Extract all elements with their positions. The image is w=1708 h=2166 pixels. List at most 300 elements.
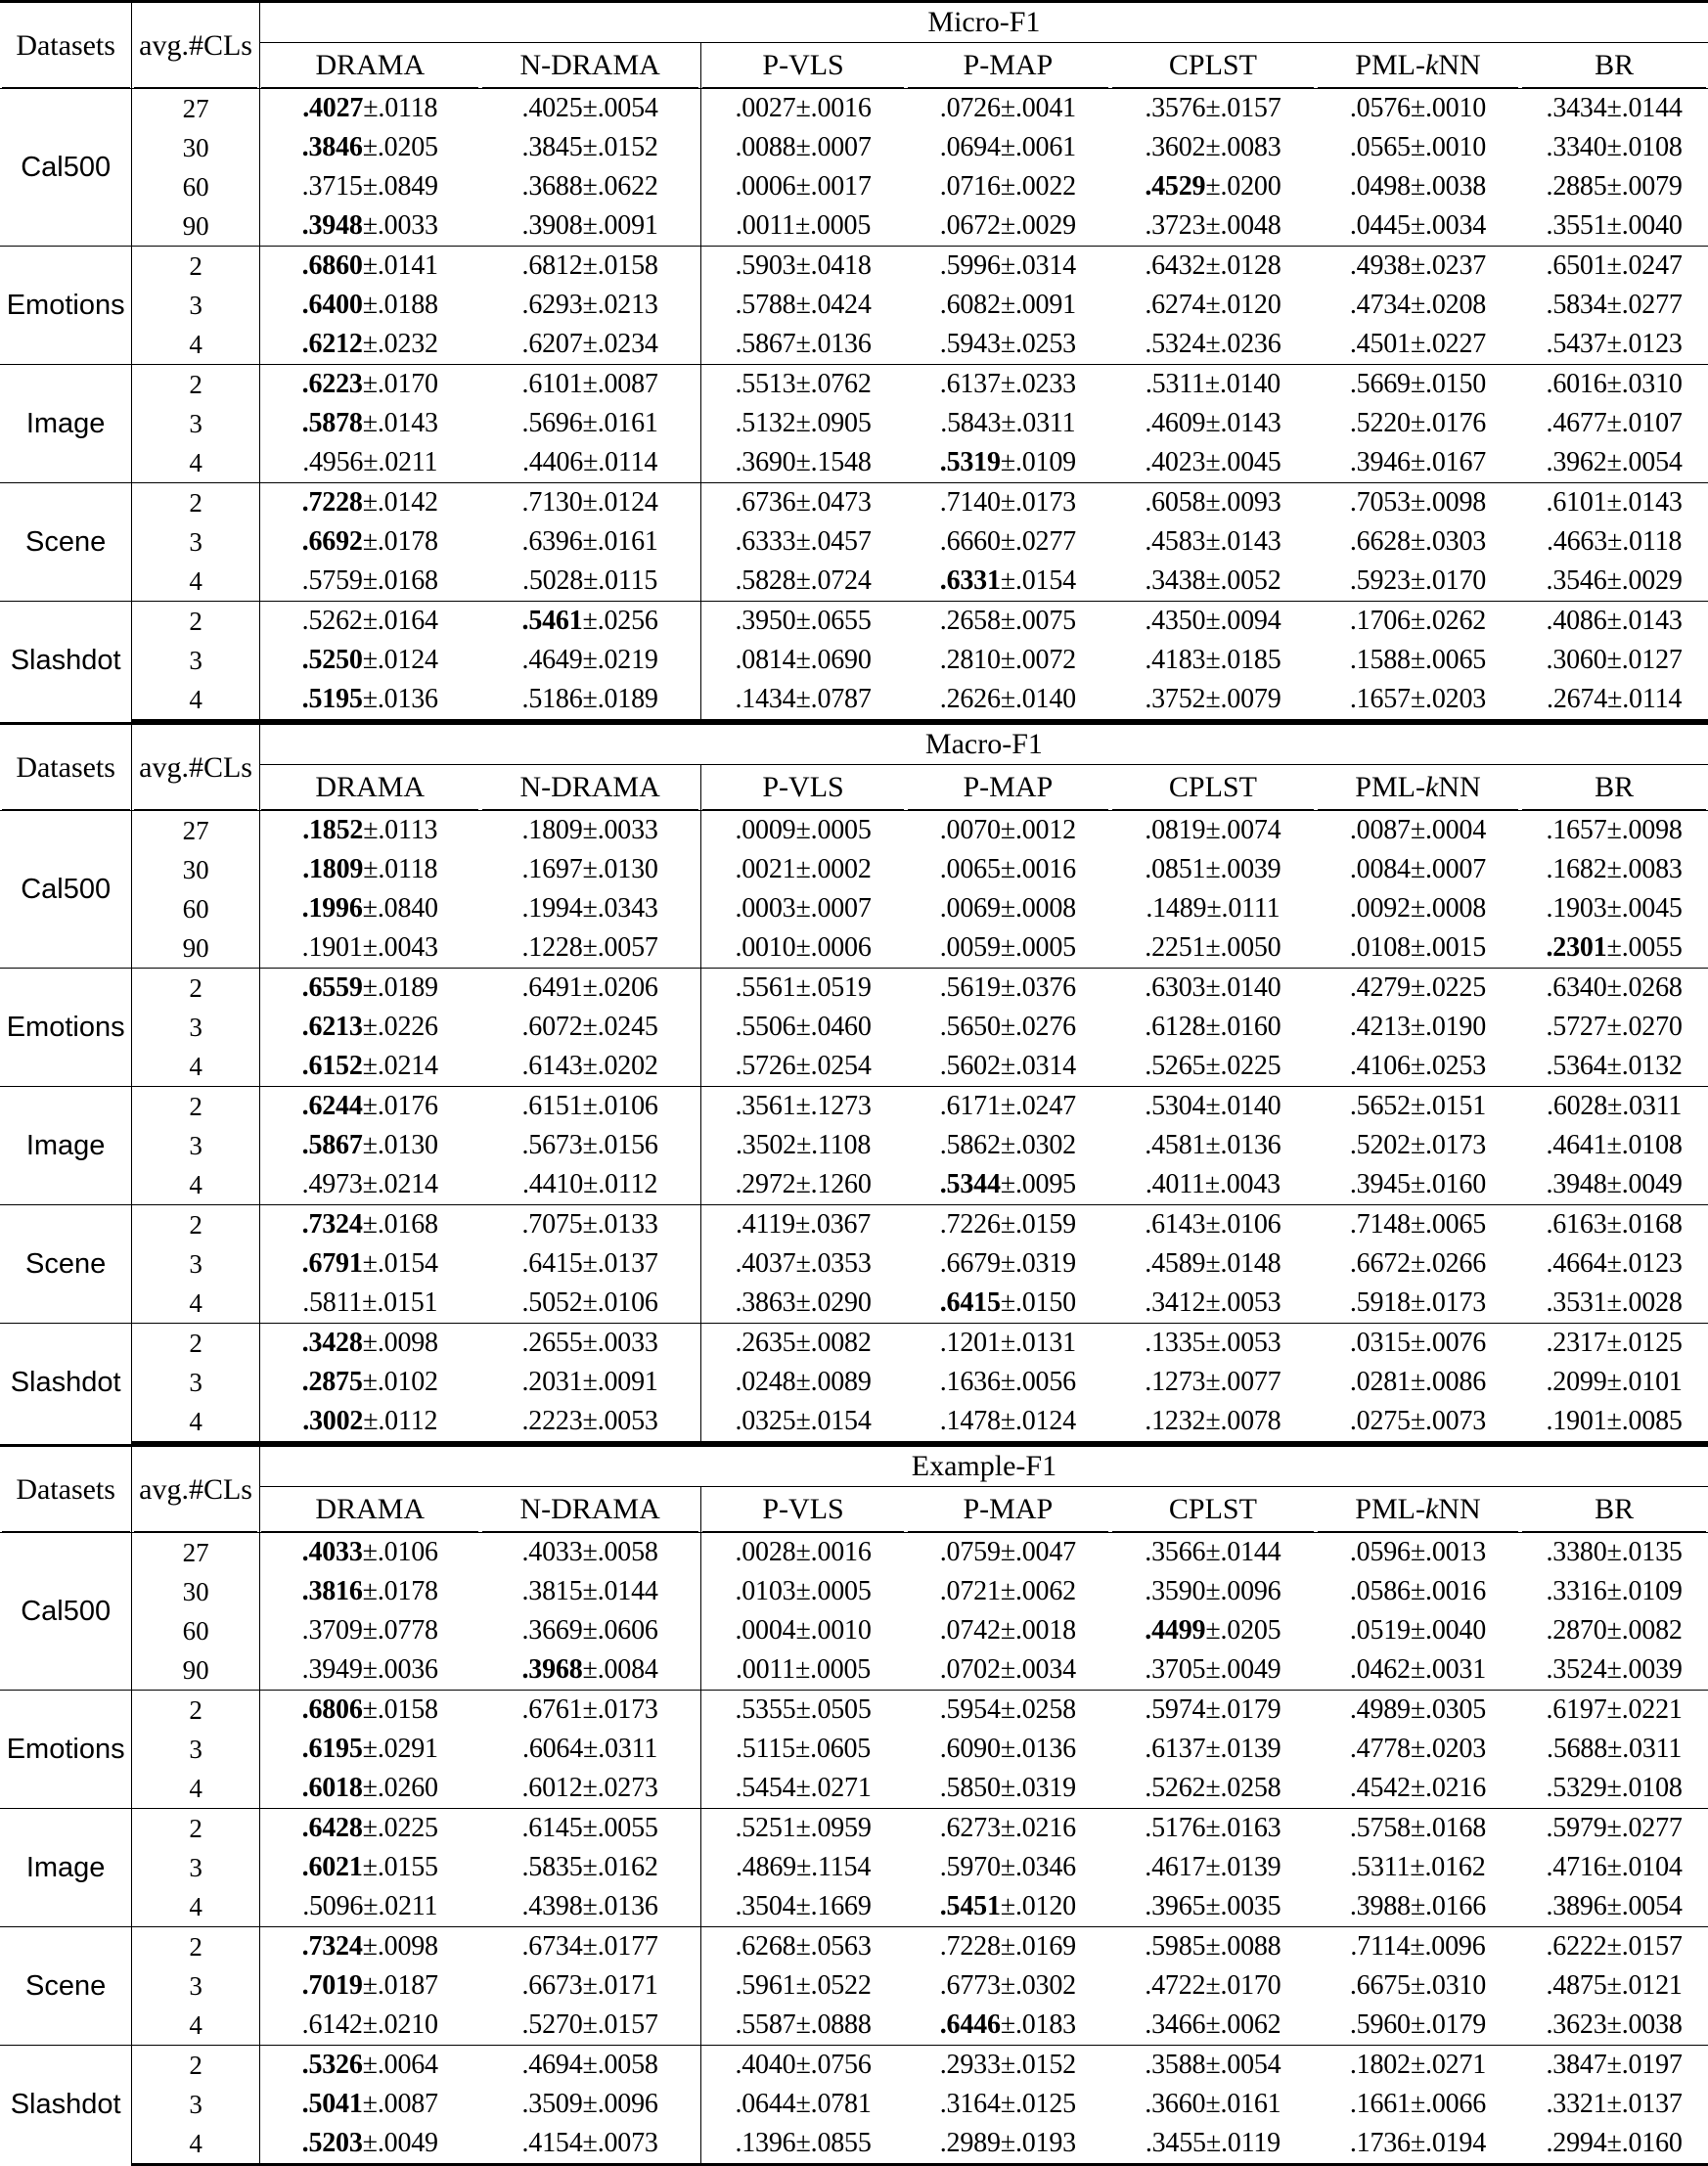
result-cell: .4501±.0227 — [1349, 329, 1487, 359]
result-cell: .3690±.1548 — [735, 447, 872, 477]
table-row — [0, 89, 1708, 129]
result-cell: .3060±.0127 — [1546, 645, 1683, 675]
result-cell: .0087±.0004 — [1316, 811, 1521, 851]
header-row-metric — [0, 2, 1708, 43]
result-cell: .3660±.0161 — [1145, 2089, 1281, 2119]
row-avg-cls: 90 — [132, 928, 260, 969]
row-avg-cls: 2 — [132, 365, 260, 405]
result-cell: .0819±.0074 — [1110, 811, 1316, 851]
table-row — [0, 1205, 1708, 1245]
result-cell: .6101±.0143 — [1520, 483, 1708, 523]
result-cell: .3709±.0778 — [301, 1615, 438, 1646]
table-row — [0, 562, 1708, 602]
result-cell: .4025±.0054 — [480, 89, 700, 129]
table-row — [0, 641, 1708, 680]
row-avg-cls: 2 — [132, 483, 260, 523]
table-row — [0, 889, 1708, 928]
result-cell: .0586±.0016 — [1349, 1576, 1487, 1606]
result-cell: .6142±.0210 — [301, 2009, 438, 2040]
result-cell: .5867±.0130 — [301, 1130, 438, 1160]
result-cell: .3502±.1108 — [735, 1130, 872, 1160]
table-row — [0, 522, 1708, 562]
result-cell: .3688±.0622 — [480, 167, 700, 206]
result-cell: .2972±.1260 — [735, 1169, 872, 1199]
result-cell: .5203±.0049 — [259, 2124, 479, 2165]
header-alg-n-drama: N-DRAMA — [480, 765, 700, 811]
result-cell: .1396±.0855 — [700, 2124, 906, 2165]
result-cell: .0006±.0017 — [735, 171, 872, 202]
result-cell: .3845±.0152 — [480, 128, 700, 167]
result-cell: .0694±.0061 — [939, 132, 1076, 162]
header-alg-cplst: CPLST — [1168, 49, 1257, 81]
result-cell: .6274±.0120 — [1145, 290, 1281, 320]
result-cell: .0108±.0015 — [1349, 932, 1487, 963]
result-cell: .5850±.0319 — [939, 1773, 1076, 1803]
result-cell: .0009±.0005 — [700, 811, 906, 851]
result-cell: .3950±.0655 — [700, 602, 906, 642]
result-cell: .0275±.0073 — [1316, 1402, 1521, 1443]
row-avg-cls: 4 — [132, 1887, 260, 1927]
result-cell: .4973±.0214 — [301, 1169, 438, 1199]
result-cell: .6143±.0202 — [480, 1047, 700, 1087]
result-cell: .2875±.0102 — [301, 1367, 438, 1397]
result-cell: .1661±.0066 — [1349, 2089, 1487, 2119]
result-cell: .3908±.0091 — [480, 206, 700, 247]
result-cell: .5619±.0376 — [906, 969, 1111, 1009]
result-cell: .3504±.1669 — [735, 1891, 872, 1921]
result-cell: .6736±.0473 — [700, 483, 906, 523]
header-metric-title: Micro-F1 — [259, 2, 1708, 43]
result-cell: .7228±.0142 — [259, 483, 479, 523]
row-avg-cls: 3 — [132, 1126, 260, 1165]
result-cell: .6244±.0176 — [259, 1087, 479, 1127]
table-row — [0, 969, 1708, 1009]
result-cell: .1809±.0118 — [302, 854, 438, 884]
result-cell: .6151±.0106 — [480, 1087, 700, 1127]
result-cell: .6223±.0170 — [259, 365, 479, 405]
result-cell: .4641±.0108 — [1546, 1130, 1683, 1160]
result-cell: .5960±.0179 — [1349, 2009, 1487, 2040]
result-cell: .0445±.0034 — [1349, 210, 1487, 241]
result-cell: .3723±.0048 — [1145, 210, 1281, 241]
table-row — [0, 1284, 1708, 1324]
result-cell: .1434±.0787 — [700, 680, 906, 721]
result-cell: .3164±.0125 — [939, 2089, 1076, 2119]
row-avg-cls: 4 — [132, 680, 260, 721]
result-cell: .4183±.0185 — [1145, 645, 1281, 675]
result-cell: .3669±.0606 — [480, 1611, 700, 1650]
result-cell: .6171±.0247 — [906, 1087, 1111, 1127]
result-cell: .0011±.0005 — [735, 210, 872, 241]
result-cell: .6432±.0128 — [1110, 247, 1316, 287]
table-row — [0, 928, 1708, 969]
result-cell: .5961±.0522 — [735, 1970, 872, 2001]
result-cell: .0059±.0005 — [939, 932, 1076, 963]
result-cell: .4589±.0148 — [1145, 1248, 1281, 1279]
row-avg-cls: 2 — [132, 1809, 260, 1849]
result-cell: .4213±.0190 — [1349, 1012, 1487, 1042]
row-dataset-label: Scene — [0, 1927, 132, 2046]
table-row — [0, 167, 1708, 206]
result-cell: .5974±.0179 — [1110, 1691, 1316, 1731]
result-cell: .2810±.0072 — [939, 645, 1076, 675]
result-cell: .5587±.0888 — [735, 2009, 872, 2040]
result-cell: .3380±.0135 — [1520, 1533, 1708, 1573]
row-avg-cls: 90 — [132, 206, 260, 247]
table-row — [0, 1008, 1708, 1047]
result-cell: .5923±.0170 — [1349, 565, 1487, 596]
header-alg-pml-knn: PML-kNN — [1355, 771, 1481, 803]
result-cell: .5096±.0211 — [302, 1891, 438, 1921]
result-cell: .5758±.0168 — [1316, 1809, 1521, 1849]
result-cell: .6213±.0226 — [301, 1012, 438, 1042]
result-cell: .1201±.0131 — [906, 1324, 1111, 1364]
result-cell: .6018±.0260 — [301, 1773, 438, 1803]
result-cell: .3546±.0029 — [1546, 565, 1683, 596]
result-cell: .3316±.0109 — [1546, 1576, 1683, 1606]
result-cell: .6791±.0154 — [301, 1248, 438, 1279]
row-dataset-label: Emotions — [0, 247, 132, 365]
result-cell: .7130±.0124 — [480, 483, 700, 523]
row-avg-cls: 2 — [132, 969, 260, 1009]
result-cell: .3815±.0144 — [480, 1572, 700, 1611]
table-row — [0, 286, 1708, 325]
result-cell: .0814±.0690 — [735, 645, 872, 675]
result-cell: .4875±.0121 — [1546, 1970, 1683, 2001]
result-cell: .3863±.0290 — [735, 1287, 872, 1318]
header-avg-cls: avg.#CLs — [132, 1446, 260, 1533]
header-alg-drama: DRAMA — [315, 1493, 426, 1525]
result-cell: .3561±.1273 — [700, 1087, 906, 1127]
row-avg-cls: 30 — [132, 850, 260, 889]
result-cell: .4694±.0058 — [480, 2046, 700, 2086]
result-cell: .4398±.0136 — [480, 1887, 700, 1927]
result-cell: .0088±.0007 — [735, 132, 872, 162]
table-row — [0, 1087, 1708, 1127]
header-row-metric — [0, 724, 1708, 765]
result-cell: .1994±.0343 — [480, 889, 700, 928]
table-row — [0, 325, 1708, 365]
row-dataset-label: Scene — [0, 1205, 132, 1324]
result-cell: .5202±.0173 — [1349, 1130, 1487, 1160]
table-row — [0, 128, 1708, 167]
result-cell: .4033±.0058 — [480, 1533, 700, 1573]
result-cell: .5652±.0151 — [1316, 1087, 1521, 1127]
result-cell: .7114±.0096 — [1316, 1927, 1521, 1967]
result-cell: .6163±.0168 — [1520, 1205, 1708, 1245]
row-avg-cls: 27 — [132, 811, 260, 851]
result-cell: .1901±.0085 — [1520, 1402, 1708, 1443]
row-avg-cls: 90 — [132, 1650, 260, 1691]
result-cell: .4086±.0143 — [1520, 602, 1708, 642]
table-row — [0, 1165, 1708, 1205]
result-cell: .4023±.0045 — [1145, 447, 1281, 477]
result-cell: .5673±.0156 — [480, 1126, 700, 1165]
result-cell: .0248±.0089 — [735, 1367, 872, 1397]
result-cell: .2994±.0160 — [1520, 2124, 1708, 2165]
result-cell: .6273±.0216 — [906, 1809, 1111, 1849]
result-cell: .6101±.0087 — [480, 365, 700, 405]
result-cell: .6137±.0233 — [906, 365, 1111, 405]
result-cell: .6021±.0155 — [301, 1852, 438, 1882]
result-cell: .5835±.0162 — [480, 1848, 700, 1887]
result-cell: .5270±.0157 — [480, 2006, 700, 2046]
result-cell: .3988±.0166 — [1349, 1891, 1487, 1921]
row-avg-cls: 3 — [132, 1966, 260, 2006]
result-cell: .6028±.0311 — [1520, 1087, 1708, 1127]
result-cell: .2626±.0140 — [906, 680, 1111, 721]
result-cell: .0027±.0016 — [700, 89, 906, 129]
result-cell: .5650±.0276 — [939, 1012, 1076, 1042]
header-metric-title: Example-F1 — [259, 1446, 1708, 1487]
result-cell: .5437±.0123 — [1546, 329, 1683, 359]
result-cell: .5262±.0164 — [259, 602, 479, 642]
result-cell: .6806±.0158 — [259, 1691, 479, 1731]
result-cell: .5195±.0136 — [259, 680, 479, 721]
table-row — [0, 811, 1708, 851]
row-avg-cls: 3 — [132, 1008, 260, 1047]
result-cell: .4350±.0094 — [1110, 602, 1316, 642]
result-cell: .3715±.0849 — [301, 171, 438, 202]
header-datasets: Datasets — [0, 1446, 132, 1533]
row-avg-cls: 4 — [132, 1402, 260, 1443]
result-cell: .5954±.0258 — [906, 1691, 1111, 1731]
result-cell: .7140±.0173 — [906, 483, 1111, 523]
row-avg-cls: 3 — [132, 1848, 260, 1887]
result-cell: .6628±.0303 — [1349, 526, 1487, 557]
result-cell: .6428±.0225 — [259, 1809, 479, 1849]
result-cell: .3466±.0062 — [1145, 2009, 1281, 2040]
row-dataset-label: Scene — [0, 483, 132, 602]
result-cell: .6016±.0310 — [1520, 365, 1708, 405]
metric-table — [0, 0, 1708, 722]
result-cell: .6197±.0221 — [1520, 1691, 1708, 1731]
result-cell: .5867±.0136 — [735, 329, 872, 359]
result-cell: .1809±.0033 — [480, 811, 700, 851]
row-dataset-label: Cal500 — [0, 811, 132, 969]
header-alg-pml-knn: PML-kNN — [1355, 49, 1481, 81]
row-avg-cls: 60 — [132, 889, 260, 928]
header-alg-pml-knn: PML-kNN — [1355, 1493, 1481, 1525]
row-dataset-label: Slashdot — [0, 2046, 132, 2165]
result-cell: .3524±.0039 — [1546, 1654, 1683, 1685]
table-row — [0, 1047, 1708, 1087]
result-cell: .1335±.0053 — [1110, 1324, 1316, 1364]
result-cell: .6692±.0178 — [301, 526, 438, 557]
header-alg-n-drama: N-DRAMA — [480, 1487, 700, 1533]
row-avg-cls: 60 — [132, 167, 260, 206]
result-cell: .1996±.0840 — [301, 893, 438, 924]
metric-table — [0, 1444, 1708, 2166]
result-cell: .3455±.0119 — [1110, 2124, 1316, 2165]
result-cell: .4037±.0353 — [735, 1248, 872, 1279]
row-avg-cls: 4 — [132, 2124, 260, 2165]
row-avg-cls: 3 — [132, 286, 260, 325]
result-cell: .5602±.0314 — [939, 1051, 1076, 1081]
result-cell: .5878±.0143 — [301, 408, 438, 438]
result-cell: .5355±.0505 — [700, 1691, 906, 1731]
table-row — [0, 404, 1708, 443]
result-cell: .3962±.0054 — [1546, 447, 1683, 477]
result-cell: .5943±.0253 — [939, 329, 1076, 359]
row-avg-cls: 2 — [132, 1087, 260, 1127]
result-cell: .5696±.0161 — [480, 404, 700, 443]
result-cell: .4529±.0200 — [1145, 171, 1281, 202]
header-alg-p-map: P-MAP — [963, 49, 1054, 81]
result-cell: .5979±.0277 — [1520, 1809, 1708, 1849]
header-alg-p-map: P-MAP — [963, 1493, 1054, 1525]
result-cell: .1802±.0271 — [1316, 2046, 1521, 2086]
result-cell: .2989±.0193 — [906, 2124, 1111, 2165]
table-row — [0, 1809, 1708, 1849]
result-cell: .4649±.0219 — [480, 641, 700, 680]
result-cell: .0519±.0040 — [1349, 1615, 1487, 1646]
result-cell: .6761±.0173 — [480, 1691, 700, 1731]
result-cell: .0596±.0013 — [1316, 1533, 1521, 1573]
result-cell: .3949±.0036 — [301, 1654, 438, 1685]
row-avg-cls: 2 — [132, 1205, 260, 1245]
result-cell: .4027±.0118 — [259, 89, 479, 129]
result-cell: .0003±.0007 — [735, 893, 872, 924]
result-cell: .4279±.0225 — [1316, 969, 1521, 1009]
table-row — [0, 247, 1708, 287]
row-avg-cls: 2 — [132, 602, 260, 642]
result-cell: .6222±.0157 — [1520, 1927, 1708, 1967]
table-row — [0, 1244, 1708, 1284]
table-row — [0, 2006, 1708, 2046]
result-cell: .6734±.0177 — [480, 1927, 700, 1967]
result-cell: .3948±.0049 — [1546, 1169, 1683, 1199]
result-cell: .5052±.0106 — [480, 1284, 700, 1324]
result-cell: .6152±.0214 — [301, 1051, 438, 1081]
table-row — [0, 1650, 1708, 1691]
result-cell: .4119±.0367 — [700, 1205, 906, 1245]
result-cell: .0315±.0076 — [1316, 1324, 1521, 1364]
result-cell: .6660±.0277 — [939, 526, 1076, 557]
result-cell: .6501±.0247 — [1520, 247, 1708, 287]
row-avg-cls: 4 — [132, 562, 260, 602]
result-cell: .0851±.0039 — [1145, 854, 1281, 884]
result-cell: .1697±.0130 — [480, 850, 700, 889]
result-cell: .5132±.0905 — [735, 408, 872, 438]
result-cell: .3705±.0049 — [1145, 1654, 1281, 1685]
result-cell: .4734±.0208 — [1349, 290, 1487, 320]
result-cell: .1657±.0098 — [1520, 811, 1708, 851]
result-cell: .2099±.0101 — [1546, 1367, 1683, 1397]
result-cell: .3434±.0144 — [1520, 89, 1708, 129]
table-row — [0, 1887, 1708, 1927]
result-cell: .3002±.0112 — [259, 1402, 479, 1443]
table-row — [0, 1572, 1708, 1611]
result-cell: .3623±.0038 — [1546, 2009, 1683, 2040]
result-cell: .6128±.0160 — [1145, 1012, 1281, 1042]
row-avg-cls: 27 — [132, 89, 260, 129]
result-cell: .5828±.0724 — [735, 565, 872, 596]
result-cell: .0644±.0781 — [735, 2089, 872, 2119]
result-cell: .4664±.0123 — [1546, 1248, 1683, 1279]
result-cell: .0004±.0010 — [735, 1615, 872, 1646]
row-dataset-label: Slashdot — [0, 1324, 132, 1443]
result-cell: .4722±.0170 — [1145, 1970, 1281, 2001]
row-avg-cls: 4 — [132, 325, 260, 365]
result-cell: .0069±.0008 — [939, 893, 1076, 924]
result-cell: .4581±.0136 — [1145, 1130, 1281, 1160]
header-datasets: Datasets — [0, 724, 132, 811]
row-avg-cls: 2 — [132, 247, 260, 287]
result-cell: .5262±.0258 — [1145, 1773, 1281, 1803]
result-cell: .0462±.0031 — [1349, 1654, 1487, 1685]
result-cell: .5727±.0270 — [1546, 1012, 1683, 1042]
header-row-metric — [0, 1446, 1708, 1487]
result-cell: .6137±.0139 — [1145, 1734, 1281, 1764]
result-cell: .1273±.0077 — [1145, 1367, 1281, 1397]
result-cell: .0103±.0005 — [735, 1576, 872, 1606]
result-cell: .3321±.0137 — [1546, 2089, 1683, 2119]
result-cell: .6064±.0311 — [480, 1730, 700, 1769]
table-row — [0, 206, 1708, 247]
result-cell: .5862±.0302 — [939, 1130, 1076, 1160]
row-dataset-label: Image — [0, 365, 132, 483]
header-alg-cplst: CPLST — [1168, 1493, 1257, 1525]
result-cell: .6090±.0136 — [939, 1734, 1076, 1764]
result-cell: .0028±.0016 — [700, 1533, 906, 1573]
result-cell: .5834±.0277 — [1546, 290, 1683, 320]
row-avg-cls: 30 — [132, 1572, 260, 1611]
header-alg-drama: DRAMA — [315, 49, 426, 81]
result-cell: .5688±.0311 — [1547, 1734, 1683, 1764]
result-cell: .2301±.0055 — [1546, 932, 1683, 963]
result-cell: .1228±.0057 — [480, 928, 700, 969]
table-row — [0, 1533, 1708, 1573]
result-cell: .4033±.0106 — [259, 1533, 479, 1573]
result-cell: .3896±.0054 — [1546, 1891, 1683, 1921]
result-cell: .3847±.0197 — [1520, 2046, 1708, 2086]
result-cell: .3816±.0178 — [301, 1576, 438, 1606]
table-row — [0, 680, 1708, 721]
result-cell: .5326±.0064 — [259, 2046, 479, 2086]
table-row — [0, 1769, 1708, 1809]
result-cell: .0011±.0005 — [735, 1654, 872, 1685]
result-cell: .2031±.0091 — [480, 1363, 700, 1402]
result-cell: .6072±.0245 — [480, 1008, 700, 1047]
row-avg-cls: 3 — [132, 641, 260, 680]
result-cell: .6145±.0055 — [480, 1809, 700, 1849]
result-cell: .6812±.0158 — [480, 247, 700, 287]
result-cell: .5726±.0254 — [735, 1051, 872, 1081]
result-cell: .3588±.0054 — [1110, 2046, 1316, 2086]
row-avg-cls: 4 — [132, 1047, 260, 1087]
row-avg-cls: 2 — [132, 1324, 260, 1364]
row-avg-cls: 3 — [132, 1730, 260, 1769]
result-cell: .0070±.0012 — [906, 811, 1111, 851]
result-cell: .4011±.0043 — [1145, 1169, 1281, 1199]
result-cell: .5344±.0095 — [939, 1169, 1076, 1199]
row-avg-cls: 60 — [132, 1611, 260, 1650]
result-cell: .6675±.0310 — [1349, 1970, 1487, 2001]
result-cell: .5364±.0132 — [1546, 1051, 1683, 1081]
result-cell: .3576±.0157 — [1110, 89, 1316, 129]
result-cell: .4778±.0203 — [1349, 1734, 1487, 1764]
header-alg-p-vls: P-VLS — [762, 771, 844, 803]
result-cell: .5041±.0087 — [301, 2089, 438, 2119]
result-cell: .7053±.0098 — [1316, 483, 1521, 523]
result-cell: .1588±.0065 — [1349, 645, 1487, 675]
result-cell: .3509±.0096 — [480, 2085, 700, 2124]
result-cell: .0092±.0008 — [1349, 893, 1487, 924]
header-alg-p-vls: P-VLS — [762, 1493, 844, 1525]
result-cell: .1232±.0078 — [1110, 1402, 1316, 1443]
table-row — [0, 1730, 1708, 1769]
